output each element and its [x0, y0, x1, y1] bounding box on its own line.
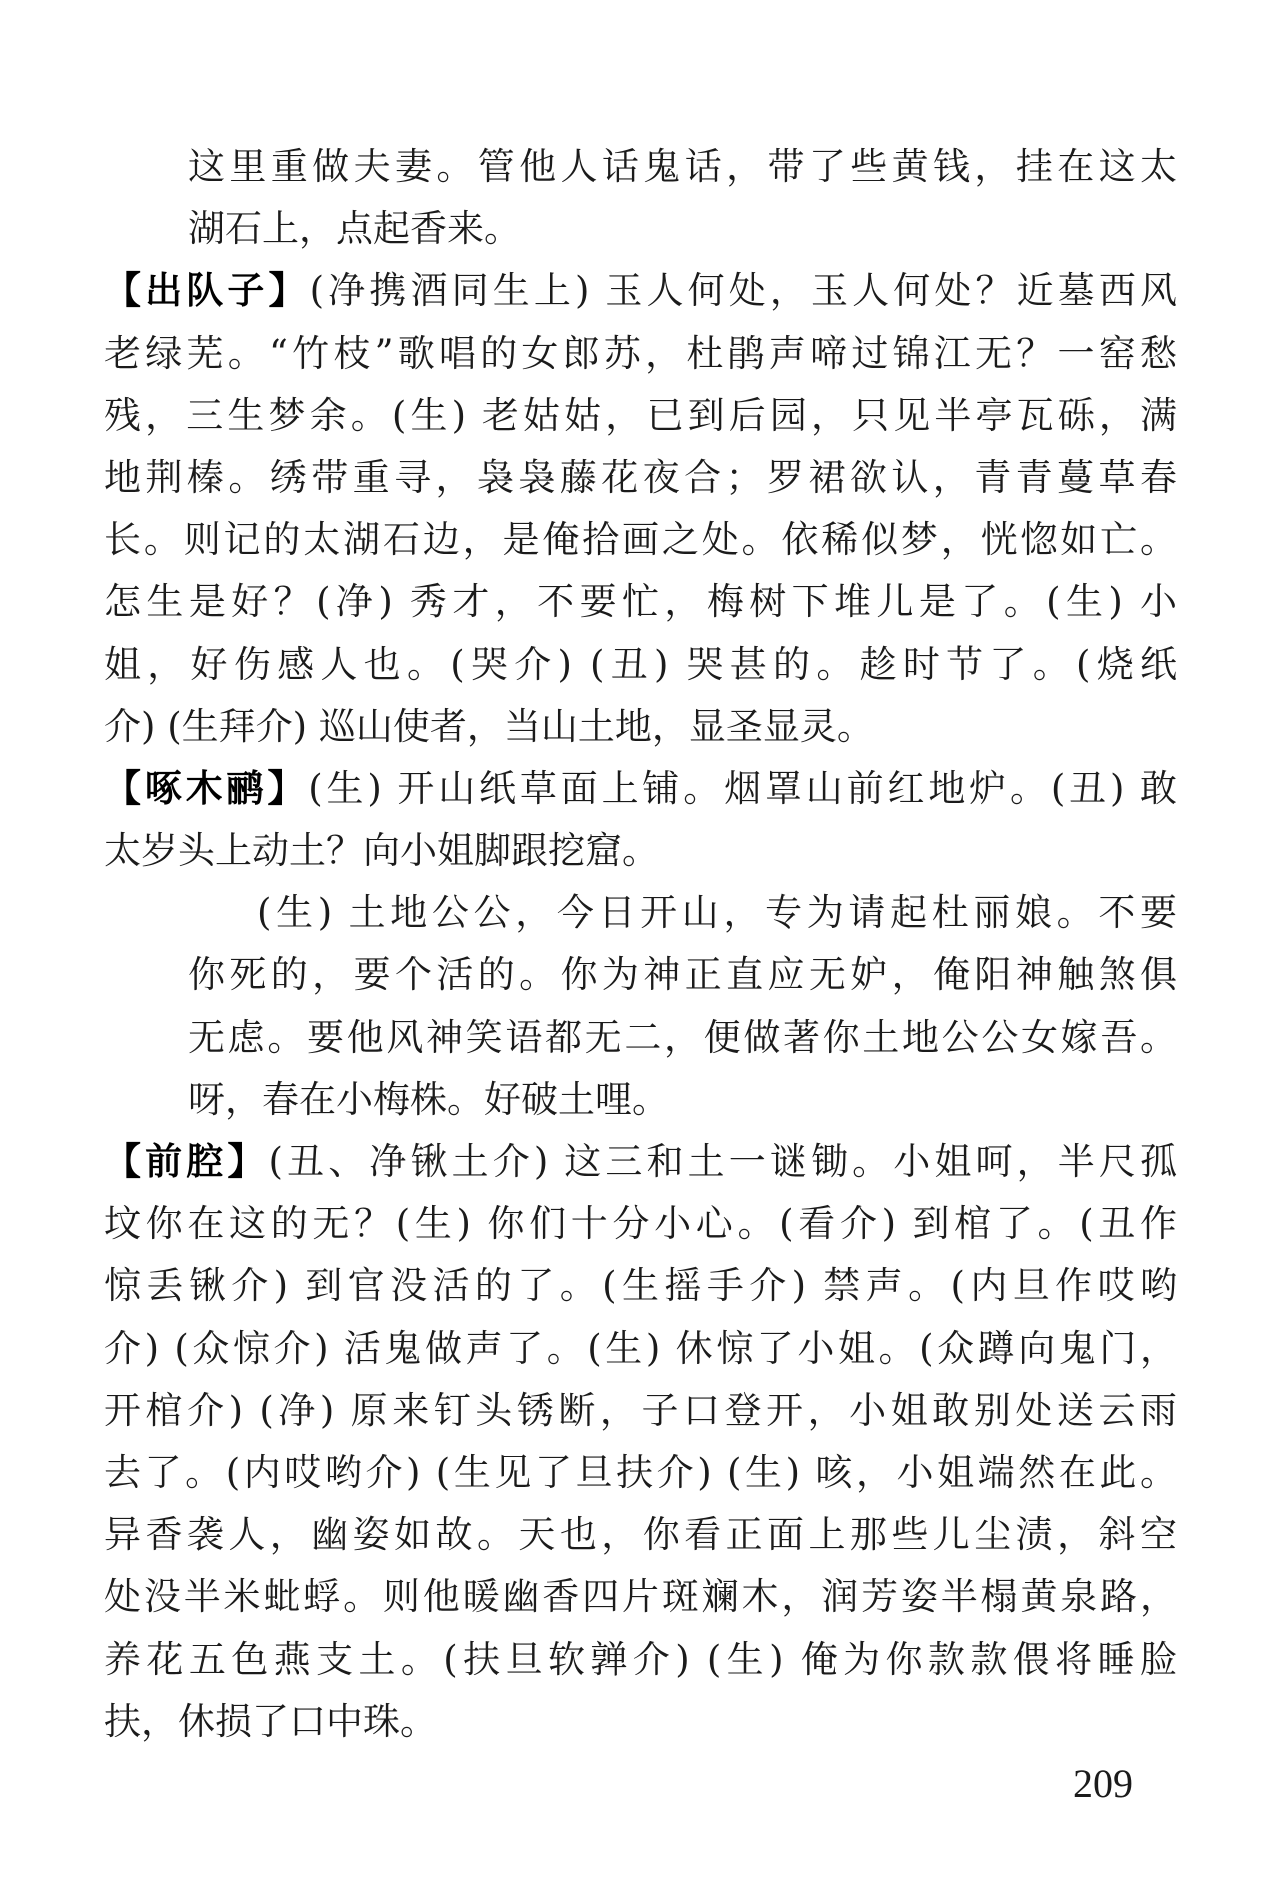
text-line — [104, 1131, 1177, 1193]
text-line: 异香袭人，幽姿如故。天也，你看正面上那些儿尘渍，斜空 — [104, 1513, 1177, 1557]
text-line: 介) (生拜介) 巡山使者，当山土地，显圣显灵。 — [104, 704, 874, 748]
text-line: 怎生是好？(净) 秀才，不要忙，梅树下堆儿是了。(生) 小 — [104, 580, 1177, 624]
text-line: 呀，春在小梅株。好破土哩。 — [188, 1077, 669, 1121]
text-line — [104, 758, 1177, 820]
text-line: 开棺介) (净) 原来钉头锈断，子口登开，小姐敢别处送云雨 — [104, 1388, 1177, 1432]
qupai-title: 【出队子】 — [104, 269, 310, 313]
text-line: 残，三生梦余。(生) 老姑姑，已到后园，只见半亭瓦砾，满 — [104, 393, 1177, 437]
text-line: 湖石上，点起香来。 — [188, 207, 521, 251]
text-line: 老绿芜。“竹枝”歌唱的女郎苏，杜鹃声啼过锦江无？一窑愁 — [104, 331, 1177, 375]
text-line — [104, 260, 1177, 322]
line-text: (生) 开山纸草面上铺。烟罩山前红地炉。(丑) 敢 — [308, 766, 1177, 810]
text-line: 这里重做夫妻。管他人话鬼话，带了些黄钱，挂在这太 — [188, 145, 1177, 188]
text-line: 姐，好伤感人也。(哭介) (丑) 哭甚的。趁时节了。(烧纸 — [104, 642, 1177, 686]
text-line: 惊丢锹介) 到官没活的了。(生摇手介) 禁声。(内旦作哎哟 — [104, 1264, 1177, 1308]
line-text: (净携酒同生上) 玉人何处，玉人何处？近墓西风 — [309, 269, 1177, 313]
text-line: 介) (众惊介) 活鬼做声了。(生) 休惊了小姐。(众蹲向鬼门， — [104, 1326, 1177, 1370]
text-line: 处没半米蚍蜉。则他暖幽香四片斑斓木，润芳姿半榻黄泉路， — [104, 1575, 1177, 1619]
page-body — [104, 136, 1177, 1753]
line-text: (丑、净锹土介) 这三和土一谜锄。小姐呵，半尺孤 — [268, 1140, 1177, 1183]
qupai-title: 【啄木鹂】 — [104, 766, 309, 810]
text-line: 你死的，要个活的。你为神正直应无妒，俺阳神触煞俱 — [188, 953, 1177, 997]
text-line: 扶，休损了口中珠。 — [104, 1699, 437, 1743]
qupai-title: 【前腔】 — [104, 1140, 269, 1183]
text-line: 坟你在这的无？(生) 你们十分小心。(看介) 到棺了。(丑作 — [104, 1202, 1177, 1246]
text-line: 去了。(内哎哟介) (生见了旦扶介) (生) 咳，小姐端然在此。 — [104, 1450, 1177, 1494]
text-line: 地荆榛。绣带重寻，袅袅藤花夜合；罗裙欲认，青青蔓草春 — [104, 455, 1177, 499]
text-line: 太岁头上动土？向小姐脚跟挖窟。 — [104, 829, 659, 873]
text-line: 无虑。要他风神笑语都无二，便做著你土地公公女嫁吾。 — [188, 1015, 1177, 1059]
page-number: 209 — [1073, 1761, 1133, 1806]
text-line: 养花五色燕支土。(扶旦软亸介) (生) 俺为你款款偎将睡脸 — [104, 1637, 1177, 1681]
text-line: (生) 土地公公，今日开山，专为请起杜丽娘。不要 — [257, 891, 1177, 935]
text-line: 长。则记的太湖石边，是俺拾画之处。依稀似梦，恍惚如亡。 — [104, 518, 1177, 562]
